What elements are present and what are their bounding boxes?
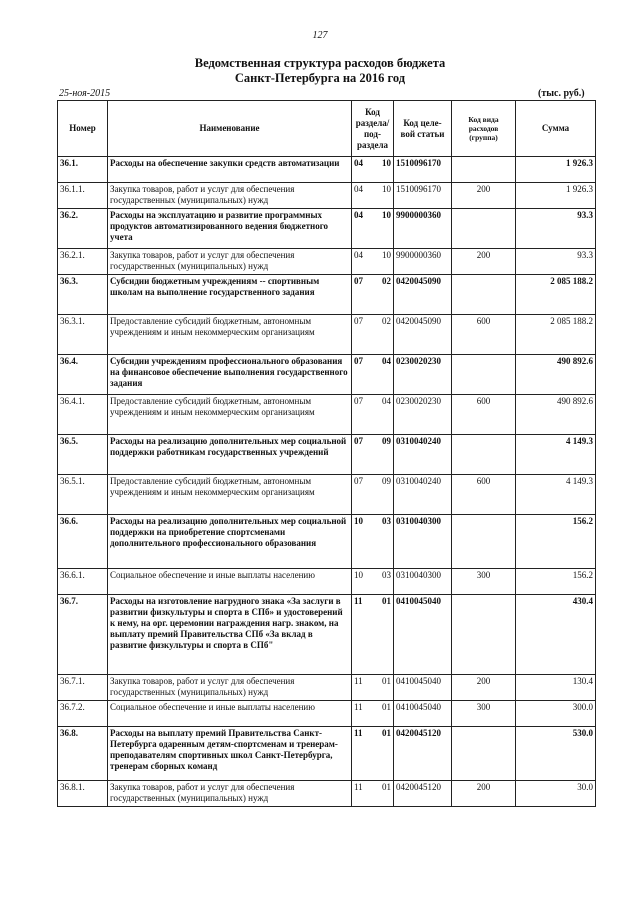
row-target-article-code: 1510096170: [394, 183, 452, 209]
row-section-code: 11: [352, 675, 374, 701]
row-sum: 1 926.3: [516, 157, 596, 183]
row-section-code: 11: [352, 595, 374, 675]
row-section-code: 07: [352, 315, 374, 355]
row-sum: 130.4: [516, 675, 596, 701]
row-number: 36.6.: [58, 515, 108, 569]
row-expense-type-code: [452, 595, 516, 675]
row-expense-type-code: [452, 209, 516, 249]
row-target-article-code: 9900000360: [394, 249, 452, 275]
row-name: Расходы на реализацию дополнительных мер социальной поддержки работникам государственных учреждений: [108, 435, 352, 475]
table-row: [58, 249, 596, 275]
row-section-code: 07: [352, 355, 374, 395]
row-sum: 93.3: [516, 249, 596, 275]
table-row: [58, 781, 596, 807]
row-sum: 490 892.6: [516, 395, 596, 435]
header-number: Номер: [58, 101, 108, 157]
row-subsection-code: 03: [374, 515, 394, 569]
row-number: 36.2.: [58, 209, 108, 249]
table-body: [58, 157, 596, 807]
table-row: [58, 315, 596, 355]
row-section-code: 07: [352, 275, 374, 315]
row-number: 36.2.1.: [58, 249, 108, 275]
row-subsection-code: 10: [374, 209, 394, 249]
row-sum: 30.0: [516, 781, 596, 807]
row-target-article-code: 9900000360: [394, 209, 452, 249]
table-row: [58, 569, 596, 595]
row-subsection-code: 01: [374, 701, 394, 727]
table-row: [58, 157, 596, 183]
row-section-code: 07: [352, 435, 374, 475]
row-target-article-code: 0410045040: [394, 701, 452, 727]
header-name: Наименование: [108, 101, 352, 157]
row-target-article-code: 0420045090: [394, 315, 452, 355]
row-target-article-code: 0310040300: [394, 569, 452, 595]
row-number: 36.3.1.: [58, 315, 108, 355]
row-sum: 156.2: [516, 569, 596, 595]
row-target-article-code: 0410045040: [394, 675, 452, 701]
row-target-article-code: 0420045120: [394, 727, 452, 781]
table-row: [58, 395, 596, 435]
table-row: [58, 701, 596, 727]
row-number: 36.4.: [58, 355, 108, 395]
page-number: 127: [312, 30, 328, 41]
row-target-article-code: 0410045040: [394, 595, 452, 675]
row-name: Субсидии учреждениям профессионального образования на финансовое обеспечение выполнения государственного задания: [108, 355, 352, 395]
row-sum: 2 085 188.2: [516, 275, 596, 315]
row-expense-type-code: [452, 435, 516, 475]
row-subsection-code: 02: [374, 315, 394, 355]
table-row: [58, 183, 596, 209]
budget-table: [57, 100, 596, 807]
row-target-article-code: 0310040240: [394, 475, 452, 515]
table-row: [58, 675, 596, 701]
row-section-code: 11: [352, 701, 374, 727]
row-number: 36.7.1.: [58, 675, 108, 701]
row-expense-type-code: 600: [452, 315, 516, 355]
row-number: 36.5.: [58, 435, 108, 475]
row-sum: 430.4: [516, 595, 596, 675]
row-name: Расходы на изготовление нагрудного знака «За заслуги в развитии физкультуры и спорта в СПб» и удостоверений к нему, на орг. церемонии награждения нагр. знаком, на выплату премий Правительства СПб «За вклад в развитие физкультуры и спорта в СПб": [108, 595, 352, 675]
table-row: [58, 355, 596, 395]
row-expense-type-code: 300: [452, 569, 516, 595]
row-expense-type-code: 600: [452, 395, 516, 435]
header-section-code: Код раздела/ под- раздела: [352, 101, 394, 157]
row-name: Социальное обеспечение и иные выплаты населению: [108, 701, 352, 727]
row-name: Предоставление субсидий бюджетным, автономным учреждениям и иным некоммерческим организациям: [108, 395, 352, 435]
row-section-code: 04: [352, 183, 374, 209]
header-expense-type-code: Код вида расходов (группа): [452, 101, 516, 157]
row-section-code: 10: [352, 569, 374, 595]
row-sum: 530.0: [516, 727, 596, 781]
row-subsection-code: 09: [374, 475, 394, 515]
row-expense-type-code: [452, 275, 516, 315]
row-sum: 4 149.3: [516, 475, 596, 515]
row-sum: 4 149.3: [516, 435, 596, 475]
row-name: Предоставление субсидий бюджетным, автономным учреждениям и иным некоммерческим организациям: [108, 315, 352, 355]
row-sum: 93.3: [516, 209, 596, 249]
row-name: Расходы на выплату премий Правительства Санкт-Петербурга одаренным детям-спортсменам и тренерам-преподавателям спортивных школ Санкт-Петербурга, тренерам сборных команд: [108, 727, 352, 781]
row-name: Субсидии бюджетным учреждениям -- спортивным школам на выполнение государственного задания: [108, 275, 352, 315]
row-section-code: 07: [352, 395, 374, 435]
row-name: Закупка товаров, работ и услуг для обеспечения государственных (муниципальных) нужд: [108, 781, 352, 807]
row-subsection-code: 04: [374, 355, 394, 395]
row-number: 36.1.1.: [58, 183, 108, 209]
row-target-article-code: 0310040240: [394, 435, 452, 475]
row-subsection-code: 01: [374, 781, 394, 807]
row-expense-type-code: 200: [452, 249, 516, 275]
row-section-code: 04: [352, 249, 374, 275]
row-name: Расходы на реализацию дополнительных мер социальной поддержки на приобретение спортсменами дополнительного профессионального образования: [108, 515, 352, 569]
table-row: [58, 435, 596, 475]
row-section-code: 07: [352, 475, 374, 515]
row-sum: 300.0: [516, 701, 596, 727]
row-name: Закупка товаров, работ и услуг для обеспечения государственных (муниципальных) нужд: [108, 675, 352, 701]
table-row: [58, 727, 596, 781]
row-subsection-code: 09: [374, 435, 394, 475]
row-number: 36.5.1.: [58, 475, 108, 515]
row-subsection-code: 02: [374, 275, 394, 315]
row-name: Социальное обеспечение и иные выплаты населению: [108, 569, 352, 595]
row-expense-type-code: 200: [452, 675, 516, 701]
table-row: [58, 209, 596, 249]
row-subsection-code: 10: [374, 157, 394, 183]
row-expense-type-code: [452, 355, 516, 395]
row-number: 36.3.: [58, 275, 108, 315]
title-line-1: Ведомственная структура расходов бюджета: [194, 56, 446, 70]
row-expense-type-code: [452, 157, 516, 183]
row-expense-type-code: [452, 515, 516, 569]
table-row: [58, 475, 596, 515]
header-sum: Сумма: [516, 101, 596, 157]
document-title: [0, 56, 640, 86]
row-target-article-code: 0420045120: [394, 781, 452, 807]
row-section-code: 11: [352, 781, 374, 807]
row-target-article-code: 0310040300: [394, 515, 452, 569]
row-expense-type-code: 600: [452, 475, 516, 515]
row-sum: 156.2: [516, 515, 596, 569]
row-target-article-code: 0420045090: [394, 275, 452, 315]
row-number: 36.6.1.: [58, 569, 108, 595]
row-name: Расходы на обеспечение закупки средств автоматизации: [108, 157, 352, 183]
row-section-code: 04: [352, 157, 374, 183]
row-subsection-code: 10: [374, 183, 394, 209]
row-name: Закупка товаров, работ и услуг для обеспечения государственных (муниципальных) нужд: [108, 249, 352, 275]
row-section-code: 04: [352, 209, 374, 249]
row-name: Закупка товаров, работ и услуг для обеспечения государственных (муниципальных) нужд: [108, 183, 352, 209]
row-number: 36.1.: [58, 157, 108, 183]
row-sum: 2 085 188.2: [516, 315, 596, 355]
table-row: [58, 515, 596, 569]
row-number: 36.7.: [58, 595, 108, 675]
header-target-article-code: Код целе- вой статьи: [394, 101, 452, 157]
table-header-row: [58, 101, 596, 157]
row-target-article-code: 0230020230: [394, 355, 452, 395]
row-subsection-code: 10: [374, 249, 394, 275]
row-number: 36.4.1.: [58, 395, 108, 435]
row-target-article-code: 1510096170: [394, 157, 452, 183]
row-expense-type-code: 200: [452, 183, 516, 209]
title-line-2: Санкт-Петербурга на 2016 год: [234, 71, 406, 85]
row-subsection-code: 03: [374, 569, 394, 595]
row-subsection-code: 01: [374, 675, 394, 701]
row-expense-type-code: [452, 727, 516, 781]
row-number: 36.8.: [58, 727, 108, 781]
row-subsection-code: 01: [374, 727, 394, 781]
row-name: Предоставление субсидий бюджетным, автономным учреждениям и иным некоммерческим организациям: [108, 475, 352, 515]
row-sum: 1 926.3: [516, 183, 596, 209]
row-subsection-code: 04: [374, 395, 394, 435]
row-number: 36.8.1.: [58, 781, 108, 807]
row-number: 36.7.2.: [58, 701, 108, 727]
row-name: Расходы на эксплуатацию и развитие программных продуктов автоматизированного ведения бюджетного учета: [108, 209, 352, 249]
row-sum: 490 892.6: [516, 355, 596, 395]
row-section-code: 11: [352, 727, 374, 781]
table-row: [58, 595, 596, 675]
row-expense-type-code: 300: [452, 701, 516, 727]
units-label: (тыс. руб.): [538, 88, 585, 99]
row-expense-type-code: 200: [452, 781, 516, 807]
row-subsection-code: 01: [374, 595, 394, 675]
row-section-code: 10: [352, 515, 374, 569]
row-target-article-code: 0230020230: [394, 395, 452, 435]
table-row: [58, 275, 596, 315]
document-date: 25-ноя-2015: [59, 88, 111, 99]
